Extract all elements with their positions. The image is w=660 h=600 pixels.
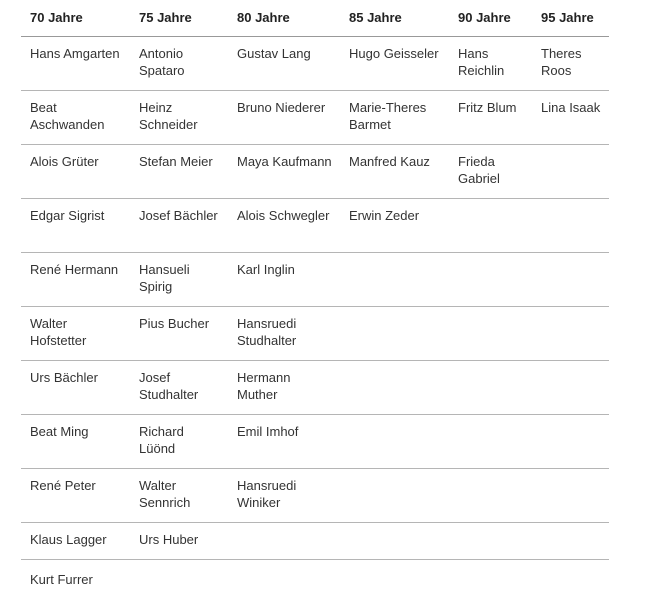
table-row	[21, 414, 609, 468]
table-cell: Pius Bucher	[130, 306, 228, 360]
table-cell	[532, 306, 609, 360]
table-cell: Hansruedi Studhalter	[228, 306, 340, 360]
table-cell: Richard Lüönd	[130, 414, 228, 468]
table-cell	[228, 522, 340, 559]
table-cell	[340, 522, 449, 559]
table-cell: Josef Bächler	[130, 198, 228, 252]
column-header-70: 70 Jahre	[21, 0, 130, 36]
table-cell	[449, 468, 532, 522]
table-cell: Erwin Zeder	[340, 198, 449, 252]
table-cell: Beat Aschwanden	[21, 90, 130, 144]
table-cell: Manfred Kauz	[340, 144, 449, 198]
table-cell	[449, 252, 532, 306]
column-header-95: 95 Jahre	[532, 0, 609, 36]
table-cell: Urs Bächler	[21, 360, 130, 414]
table-cell: Edgar Sigrist	[21, 198, 130, 252]
table-cell: Beat Ming	[21, 414, 130, 468]
table-body	[21, 36, 609, 598]
table-row	[21, 36, 609, 90]
table-cell	[532, 252, 609, 306]
jubilee-table	[21, 0, 609, 598]
table-row	[21, 468, 609, 522]
table-cell	[228, 559, 340, 598]
table-cell	[340, 252, 449, 306]
table-cell: René Hermann	[21, 252, 130, 306]
table-cell	[449, 198, 532, 252]
table-cell: Emil Imhof	[228, 414, 340, 468]
table-row	[21, 559, 609, 598]
table-cell: Fritz Blum	[449, 90, 532, 144]
table-cell: Bruno Niederer	[228, 90, 340, 144]
table-cell	[130, 559, 228, 598]
table-cell	[532, 360, 609, 414]
table-cell	[340, 414, 449, 468]
table-cell: Stefan Meier	[130, 144, 228, 198]
table-cell: Theres Roos	[532, 36, 609, 90]
table-cell: Klaus Lagger	[21, 522, 130, 559]
table-cell: Alois Schwegler	[228, 198, 340, 252]
table-cell: Hermann Muther	[228, 360, 340, 414]
jubilee-table-container	[21, 0, 609, 598]
table-cell: Hans Reichlin	[449, 36, 532, 90]
table-cell: Hans Amgarten	[21, 36, 130, 90]
table-cell: Gustav Lang	[228, 36, 340, 90]
table-cell: Hansueli Spirig	[130, 252, 228, 306]
table-cell	[532, 414, 609, 468]
column-header-75: 75 Jahre	[130, 0, 228, 36]
table-cell	[340, 559, 449, 598]
table-cell	[532, 144, 609, 198]
table-header	[21, 0, 609, 36]
table-cell	[449, 414, 532, 468]
table-cell: Maya Kaufmann	[228, 144, 340, 198]
table-cell: Urs Huber	[130, 522, 228, 559]
table-row	[21, 144, 609, 198]
table-cell	[532, 468, 609, 522]
column-header-85: 85 Jahre	[340, 0, 449, 36]
table-cell: Heinz Schneider	[130, 90, 228, 144]
table-cell: Walter Sennrich	[130, 468, 228, 522]
table-cell: René Peter	[21, 468, 130, 522]
table-cell	[449, 559, 532, 598]
table-cell	[449, 522, 532, 559]
table-row	[21, 198, 609, 252]
table-cell: Marie-Theres Barmet	[340, 90, 449, 144]
table-cell	[340, 468, 449, 522]
table-cell	[532, 522, 609, 559]
column-header-90: 90 Jahre	[449, 0, 532, 36]
table-cell: Karl Inglin	[228, 252, 340, 306]
table-cell	[532, 559, 609, 598]
table-cell: Hansruedi Winiker	[228, 468, 340, 522]
table-cell: Walter Hofstetter	[21, 306, 130, 360]
table-row	[21, 360, 609, 414]
column-header-80: 80 Jahre	[228, 0, 340, 36]
table-cell: Frieda Gabriel	[449, 144, 532, 198]
table-cell: Lina Isaak	[532, 90, 609, 144]
table-cell: Josef Studhalter	[130, 360, 228, 414]
table-cell	[532, 198, 609, 252]
table-row	[21, 90, 609, 144]
table-cell	[340, 306, 449, 360]
table-row	[21, 522, 609, 559]
table-cell: Antonio Spataro	[130, 36, 228, 90]
table-cell: Hugo Geisseler	[340, 36, 449, 90]
table-cell	[449, 306, 532, 360]
table-cell: Alois Grüter	[21, 144, 130, 198]
table-cell: Kurt Furrer	[30, 571, 93, 587]
table-row	[21, 306, 609, 360]
table-row	[21, 252, 609, 306]
table-cell	[340, 360, 449, 414]
header-row	[21, 0, 609, 36]
table-cell	[449, 360, 532, 414]
